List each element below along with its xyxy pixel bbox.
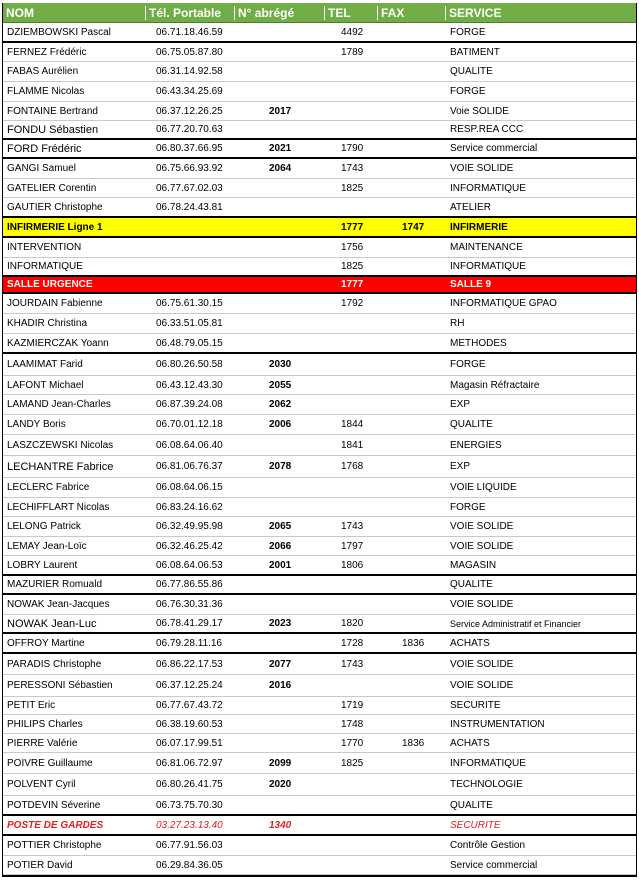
cell-nom: KAZMIERCZAK Yoann [7,337,109,349]
cell-nom: FERNEZ Frédéric [7,46,87,58]
table-row [3,277,636,294]
table-row [3,816,636,836]
header-portable: Tél. Portable [146,6,235,20]
table-header [3,3,636,23]
cell-portable: 06.43.12.43.30 [156,379,223,391]
cell-service: METHODES [450,337,507,349]
cell-service: VOIE SOLIDE [450,680,514,691]
cell-service: Magasin Réfractaire [450,379,540,391]
cell-fax: 1747 [402,221,425,233]
cell-portable: 06.78.41.29.17 [156,618,223,629]
table-row [3,654,636,675]
table-row [3,595,636,615]
cell-nom: DZIEMBOWSKI Pascal [7,26,111,38]
cell-nom: POLVENT Cyril [7,779,76,790]
cell-tel: 1756 [341,242,364,253]
cell-portable: 06.71.18.46.59 [156,26,223,38]
cell-tel: 1825 [341,182,364,194]
cell-nom: LAAMIMAT Farid [7,359,83,370]
cell-tel: 1743 [341,658,364,670]
cell-tel: 1748 [341,718,364,730]
cell-tel: 1820 [341,618,364,629]
table-row [3,218,636,238]
header-fax: FAX [378,6,446,20]
table-row [3,753,636,774]
cell-nom: SALLE URGENCE [7,279,93,290]
cell-nom: NOWAK Jean-Luc [7,617,97,630]
directory-table [2,3,637,877]
cell-abrege: 2055 [269,379,292,391]
cell-service: ACHATS [450,637,490,649]
cell-service: INFIRMERIE [450,221,508,233]
cell-abrege: 2078 [269,461,292,472]
cell-portable: 06.77.20.70.63 [156,124,223,135]
cell-nom: LAFONT Michael [7,379,84,391]
cell-tel: 1777 [341,279,364,290]
cell-nom: POIVRE Guillaume [7,757,93,769]
cell-tel: 1841 [341,439,364,451]
table-row [3,62,636,82]
header-service: SERVICE [449,5,502,20]
cell-service: Voie SOLIDE [450,105,509,117]
table-row [3,634,636,654]
table-row [3,774,636,796]
cell-service: INSTRUMENTATION [450,718,545,730]
cell-portable: 06.77.67.43.72 [156,700,223,711]
cell-portable: 06.08.64.06.53 [156,559,223,571]
table-row [3,376,636,395]
table-row [3,456,636,478]
table-row [3,517,636,537]
cell-portable: 06.08.64.06.15 [156,482,223,493]
cell-portable: 06.81.06.72.97 [156,757,223,769]
cell-service: Service commercial [450,143,538,154]
cell-abrege: 2023 [269,618,292,629]
cell-nom: LECHIFFLART Nicolas [7,501,110,513]
table-row [3,354,636,376]
cell-nom: LANDY Boris [7,419,66,430]
cell-service: SECURITE [450,700,501,711]
table-row [3,415,636,435]
cell-portable: 06.70.01.12.18 [156,419,223,430]
cell-portable: 06.38.19.60.53 [156,718,223,730]
cell-tel: 1743 [341,163,364,174]
cell-service: ENERGIES [450,439,502,451]
cell-service: INFORMATIQUE [450,757,526,769]
cell-service: SALLE 9 [450,279,492,290]
cell-portable: 06.31.14.92.58 [156,66,223,77]
cell-tel: 1792 [341,298,364,309]
cell-nom: PARADIS Christophe [7,658,102,670]
cell-fax: 1836 [402,637,425,649]
cell-portable: 06.75.05.87.80 [156,46,223,58]
cell-portable: 06.07.17.99.51 [156,737,223,749]
cell-portable: 06.32.46.25.42 [156,540,223,552]
cell-nom: POSTE DE GARDES [7,819,104,831]
cell-service: QUALITE [450,66,493,77]
table-row [3,179,636,198]
table-body [3,23,636,875]
cell-nom: GANGI Samuel [7,163,76,174]
cell-abrege: 2077 [269,658,292,670]
cell-nom: INTERVENTION [7,242,82,253]
cell-tel: 1719 [341,700,364,711]
header-tel: TEL [325,6,378,20]
cell-abrege: 2099 [269,757,292,769]
cell-nom: PHILIPS Charles [7,718,83,730]
cell-service: FORGE [450,26,486,38]
cell-portable: 06.75.61.30.15 [156,298,223,309]
cell-service: MAINTENANCE [450,242,523,253]
cell-nom: JOURDAIN Fabienne [7,298,103,309]
table-row [3,478,636,498]
table-row [3,258,636,277]
cell-nom: LECHANTRE Fabrice [7,460,114,473]
table-row [3,435,636,456]
cell-portable: 03.27.23.13.40 [156,819,223,831]
table-row [3,537,636,556]
cell-abrege: 2065 [269,521,292,532]
cell-nom: PETIT Eric [7,700,56,711]
cell-nom: POTIER David [7,859,73,871]
cell-tel: 1728 [341,637,364,649]
table-row [3,615,636,634]
cell-portable: 06.29.84.36.05 [156,859,223,871]
cell-portable: 06.43.34.25.69 [156,86,223,97]
cell-service: SECURITE [450,819,501,831]
table-row [3,856,636,875]
cell-portable: 06.78.24.43.81 [156,201,223,213]
table-row [3,334,636,354]
table-row [3,576,636,595]
cell-portable: 06.87.39.24.08 [156,399,223,410]
cell-abrege: 2062 [269,399,292,410]
cell-nom: FORD Frédéric [7,142,82,155]
cell-abrege: 2020 [269,779,292,790]
cell-service: Service commercial [450,859,538,871]
cell-portable: 06.83.24.16.62 [156,501,223,513]
cell-nom: GAUTIER Christophe [7,201,103,213]
table-row [3,715,636,734]
cell-service: VOIE SOLIDE [450,521,514,532]
cell-portable: 06.77.67.02.03 [156,182,223,194]
cell-service: FORGE [450,86,486,97]
table-row [3,140,636,159]
cell-service: Service Administratif et Financier [450,618,582,629]
cell-portable: 06.37.12.25.24 [156,680,223,691]
cell-tel: 1743 [341,521,364,532]
cell-portable: 06.37.12.26.25 [156,105,223,117]
cell-portable: 06.77.86.55.86 [156,579,223,590]
cell-portable: 06.80.37.66.95 [156,143,223,154]
cell-nom: LEMAY Jean-Loïc [7,540,87,552]
cell-portable: 06.77.91.56.03 [156,840,223,851]
cell-nom: GATELIER Corentin [7,182,97,194]
table-row [3,697,636,715]
cell-portable: 06.79.28.11.16 [156,637,222,649]
cell-service: VOIE LIQUIDE [450,482,517,493]
cell-nom: FABAS Aurélien [7,66,79,77]
cell-abrege: 2064 [269,163,292,174]
cell-tel: 1844 [341,419,364,430]
table-row [3,734,636,753]
table-row [3,159,636,179]
cell-nom: MAZURIER Romuald [7,579,103,590]
cell-nom: FONTAINE Bertrand [7,105,98,117]
cell-nom: FONDU Sébastien [7,123,99,136]
cell-service: RH [450,318,465,329]
cell-nom: PIERRE Valérie [7,737,78,749]
cell-nom: LASZCZEWSKI Nicolas [7,439,114,451]
cell-service: EXP [450,399,471,410]
table-row [3,238,636,258]
cell-nom: POTDEVIN Séverine [7,799,101,811]
cell-tel: 1806 [341,559,364,571]
table-row [3,675,636,697]
cell-service: Contrôle Gestion [450,840,526,851]
table-row [3,498,636,517]
table-row [3,556,636,576]
cell-nom: LECLERC Fabrice [7,482,90,493]
cell-service: TECHNOLOGIE [450,779,523,790]
cell-service: VOIE SOLIDE [450,658,514,670]
cell-service: QUALITE [450,419,493,430]
cell-nom: KHADIR Christina [7,318,88,329]
cell-tel: 1825 [341,261,364,272]
cell-tel: 1790 [341,143,364,154]
cell-abrege: 2006 [269,419,292,430]
cell-portable: 06.48.79.05.15 [156,337,223,349]
cell-portable: 06.81.06.76.37 [156,461,223,472]
table-row [3,102,636,121]
cell-service: RESP.REA CCC [450,124,524,135]
cell-service: VOIE SOLIDE [450,540,514,552]
cell-nom: LOBRY Laurent [7,559,78,571]
cell-service: ATELIER [450,201,491,213]
cell-service: VOIE SOLIDE [450,599,514,610]
header-nom: NOM [3,6,146,20]
cell-service: VOIE SOLIDE [450,163,514,174]
cell-portable: 06.86.22.17.53 [156,658,223,670]
cell-portable: 06.80.26.50.58 [156,359,223,370]
cell-tel: 1825 [341,757,364,769]
cell-nom: LAMAND Jean-Charles [7,399,111,410]
cell-nom: INFORMATIQUE [7,261,83,272]
table-row [3,294,636,314]
cell-service: INFORMATIQUE [450,182,526,194]
cell-abrege: 2017 [269,105,292,117]
cell-abrege: 1340 [269,819,292,831]
cell-nom: LELONG Patrick [7,521,81,532]
cell-tel: 1777 [341,221,364,233]
cell-service: EXP [450,461,471,472]
cell-portable: 06.73.75.70.30 [156,799,223,811]
cell-nom: FLAMME Nicolas [7,86,85,97]
cell-nom: POTTIER Christophe [7,840,102,851]
cell-tel: 4492 [341,26,364,38]
cell-tel: 1789 [341,46,364,58]
cell-nom: NOWAK Jean-Jacques [7,599,110,610]
table-row [3,796,636,816]
cell-service: FORGE [450,359,486,370]
table-row [3,43,636,62]
table-row [3,82,636,102]
table-row [3,198,636,218]
cell-service: INFORMATIQUE [450,261,526,272]
cell-tel: 1770 [341,737,364,749]
cell-service: ACHATS [450,737,490,749]
cell-portable: 06.80.26.41.75 [156,779,223,790]
cell-service: BATIMENT [450,46,500,58]
cell-abrege: 2021 [269,143,292,154]
cell-abrege: 2001 [269,559,292,571]
header-abrege: N° abrégé [235,6,325,20]
cell-portable: 06.32.49.95.98 [156,521,223,532]
cell-portable: 06.76.30.31.36 [156,599,223,610]
table-row [3,23,636,43]
cell-fax: 1836 [402,737,425,749]
cell-portable: 06.75.66.93.92 [156,163,223,174]
cell-portable: 06.08.64.06.40 [156,439,223,451]
cell-service: INFORMATIQUE GPAO [450,298,557,309]
table-row [3,836,636,856]
cell-abrege: 2016 [269,680,292,691]
table-row [3,314,636,334]
cell-nom: INFIRMERIE Ligne 1 [7,221,103,233]
cell-tel: 1768 [341,461,364,472]
cell-nom: PERESSONI Sébastien [7,680,113,691]
table-row [3,395,636,415]
cell-nom: OFFROY Martine [7,637,85,649]
cell-abrege: 2030 [269,359,292,370]
cell-portable: 06.33.51.05.81 [156,318,223,329]
table-row [3,121,636,140]
cell-abrege: 2066 [269,540,292,552]
cell-service: QUALITE [450,579,493,590]
cell-service: MAGASIN [450,559,497,571]
cell-service: FORGE [450,501,486,513]
cell-service: QUALITE [450,799,493,811]
cell-tel: 1797 [341,540,364,552]
